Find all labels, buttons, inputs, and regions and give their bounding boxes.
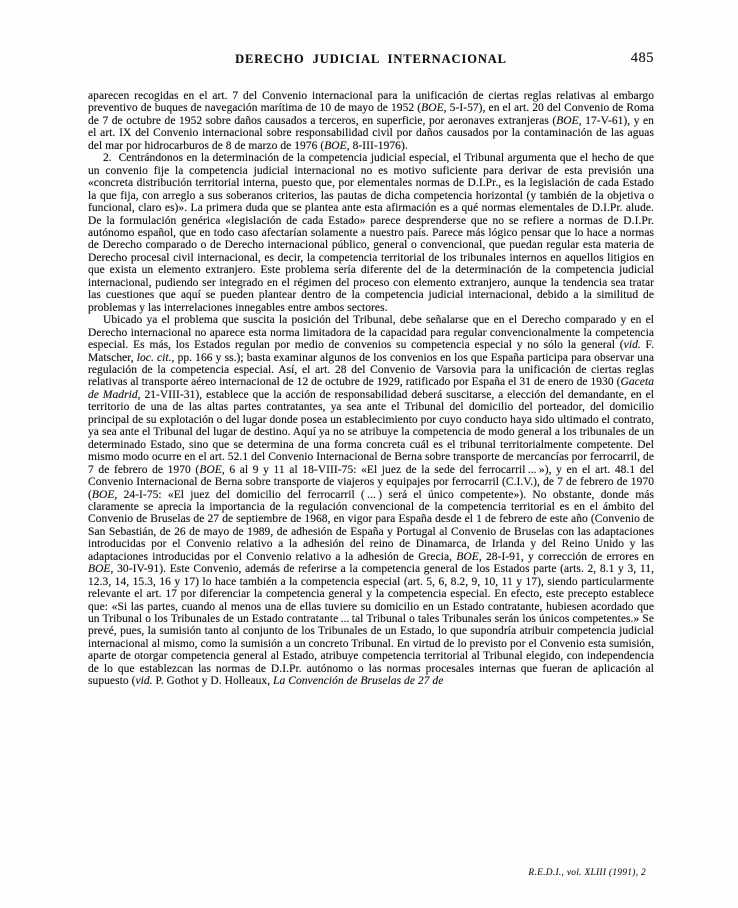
text-run: F. Matscher,	[88, 339, 654, 364]
text-run: , 21-VIII-31), establece que la acción de responsabilidad deberá suscitarse, a elección del demandante, en el territorio de una de las altas partes contratantes, ya sea ante el Tribunal del domicilio del porteador, del domicilio principal de su explotación o del lugar donde posea un establecimiento por cuyo conducto haya sido ultimado el contrato, ya sea ante el Tribunal del lugar de destino. Aquí ya no se atribuye la competencia de modo general a los tribunales de un determinado Estado, sino que se determina de una forma concreta cuál es el tribunal territorialmente competente. Del mismo modo ocurre en el art. 52.1 del Convenio Internacional de Berna sobre transporte de mercancías por ferrocarril, de 7 de febrero de 1970 (	[88, 388, 654, 476]
page-title: DERECHO JUDICIAL INTERNACIONAL	[235, 52, 507, 66]
text-run: , 17-V-61), y en el art. IX del Convenio internacional sobre responsabilidad civil por daños causados por la contaminación de las aguas del mar por hidrocarburos de 8 de marzo de 1976 (	[88, 114, 654, 152]
italic-citation: BOE	[91, 488, 115, 501]
italic-citation: BOE	[199, 463, 222, 476]
text-run: P. Gothot y D. Holleaux,	[152, 675, 274, 688]
text-run: , 28-I-91, y corrección de errores en	[478, 550, 654, 563]
paragraph	[88, 90, 654, 152]
text-run: , 8-III-1976).	[346, 139, 408, 152]
italic-citation: BOE	[88, 563, 111, 576]
page-number: 485	[630, 50, 654, 66]
text-run: , 24-I-75: «El juez del domicilio del ferrocarril ( ... ) será el único competente»). No obstante, donde más claramente se aprecia la importancia de la regulación convencional de la competencia territorial es en el ámbito del Convenio de Bruselas de 27 de septiembre de 1968, en vigor para España desde el 1 de febrero de este año (Convenio de San Sebastián, de 26 de mayo de 1989, de adhesión de España y Portugal al Convenio de Bruselas con las adaptaciones introducidas por el Convenio relativo a la adhesión del reino de Dinamarca, de Irlanda y del Reino Unido y las adaptaciones introducidas por el Convenio relativo a la adhesión de Grecia,	[88, 488, 654, 563]
text-run: 2. Centrándonos en la determinación de la competencia judicial especial, el Tribunal argumenta que el hecho de que un convenio fije la competencia judicial internacional no es motivo suficiente para derivar de esta previsión una «concreta distribución territorial interna, puesto que, por elementales normas de D.I.Pr., es la legislación de cada Estado la que fija, con arreglo a sus soberanos criterios, las pautas de dicha competencia horizontal (y también de la objetiva o funcional, claro es)». La primera duda que se plantea ante esta afirmación es a qué normas elementales de D.I.Pr. alude. De la formulación genérica «legislación de cada Estado» parece desprenderse que no se refiere a normas de D.I.Pr. autónomo español, que en todo caso afectarían solamente a nuestro país. Parece más lógico pensar que lo hace a normas de Derecho comparado o de Derecho internacional público, general o convencional, que puedan regular esta materia de Derecho procesal civil internacional, es decir, la competencia territorial de los tribunales internos en aquellos litigios en que exista un elemento extranjero. Este problema sería diferente del de la determinación de la competencia judicial internacional, pudiendo ser integrado en el régimen del proceso con elemento extranjero, aunque la tendencia sea tratar las cuestiones que aquí se pueden plantear dentro de la competencia judicial internacional, debido a la similitud de problemas y las interrelaciones innegables entre ambos sectores.	[88, 152, 654, 314]
italic-citation: BOE	[421, 102, 444, 115]
text-run: aparecen recogidas en el art. 7 del Convenio internacional para la unificación de ciertas reglas relativas al embargo preventivo de buques de navegación marítima de 10 de mayo de 1952 (	[88, 90, 654, 115]
italic-citation: Gaceta de Madrid	[88, 376, 654, 401]
footer	[88, 868, 646, 878]
italic-citation: BOE	[456, 550, 479, 563]
text-run: Ubicado ya el problema que suscita la posición del Tribunal, debe señalarse que en el Derecho comparado y en el Derecho internacional no aparece esta norma limitadora de la capacidad para regular convencionalmente la competencia especial. Es más, los Estados regulan por medio de convenios su competencia especial y no sólo la general (	[88, 314, 654, 352]
text-run: , 5-I-57), en el art. 20 del Convenio de Roma de 7 de octubre de 1952 sobre daños causados a terceros, en superficie, por aeronaves extranjeras (	[88, 102, 654, 127]
italic-citation: vid.	[623, 339, 641, 352]
journal-reference: R.E.D.I., vol. XLIII (1991), 2	[528, 868, 646, 878]
text-run: , 6 al 9 y 11 al 18-VIII-75: «El juez de la sede del ferrocarril ... »), y en el art. 48.1 del Convenio Internacional de Berna sobre transporte de viajeros y equipajes por ferrocarril (C.I.V.), de 7 de febrero de 1970 (	[88, 463, 654, 501]
paragraph	[88, 152, 654, 314]
italic-citation: loc. cit.	[136, 351, 172, 364]
text-run: , 30-IV-91). Este Convenio, además de referirse a la competencia general de los Estados parte (arts. 2, 8.1 y 3, 11, 12.3, 14, 15.3, 16 y 17) lo hace también a la competencia especial (art. 5, 6, 8.2, 9, 10, 11 y 17), siendo particularmente relevante el art. 17 por diferenciar la competencia general y la competencia especial. En efecto, este precepto establece que: «Si las partes, cuando al menos una de ellas tuviere su domicilio en un Estado contratante, hubiesen acordado que un Tribunal o los Tribunales de un Estado contratante ... tal Tribunal o tales Tribunales serán los únicos competentes.» Se prevé, pues, la sumisión tanto al conjunto de los Tribunales de un Estado, lo que supondría atribuir competencia judicial internacional al mismo, como la sumisión a un concreto Tribunal. En virtud de lo previsto por el Convenio esta sumisión, aparte de otorgar competencia general al Estado, atribuye competencia territorial al Tribunal elegido, con independencia de lo que establezcan las normas de D.I.Pr. autónomo o las normas procesales internas que fueran de aplicación al supuesto (	[88, 563, 654, 688]
text-run: , pp. 166 y ss.); basta examinar algunos de los convenios en los que España participa para observar una regulación de la competencia especial. Así, el art. 28 del Convenio de Varsovia para la unificación de ciertas reglas relativas al transporte aéreo internacional de 12 de octubre de 1929, ratificado por España el 31 de enero de 1930 (	[88, 351, 655, 389]
body-text	[88, 90, 654, 688]
italic-citation: BOE	[324, 139, 347, 152]
italic-citation: BOE	[556, 114, 579, 127]
italic-citation: La Convención de Bruselas de 27 de	[273, 675, 444, 688]
italic-citation: vid.	[135, 675, 153, 688]
running-head	[88, 52, 654, 70]
paragraph	[88, 314, 654, 688]
